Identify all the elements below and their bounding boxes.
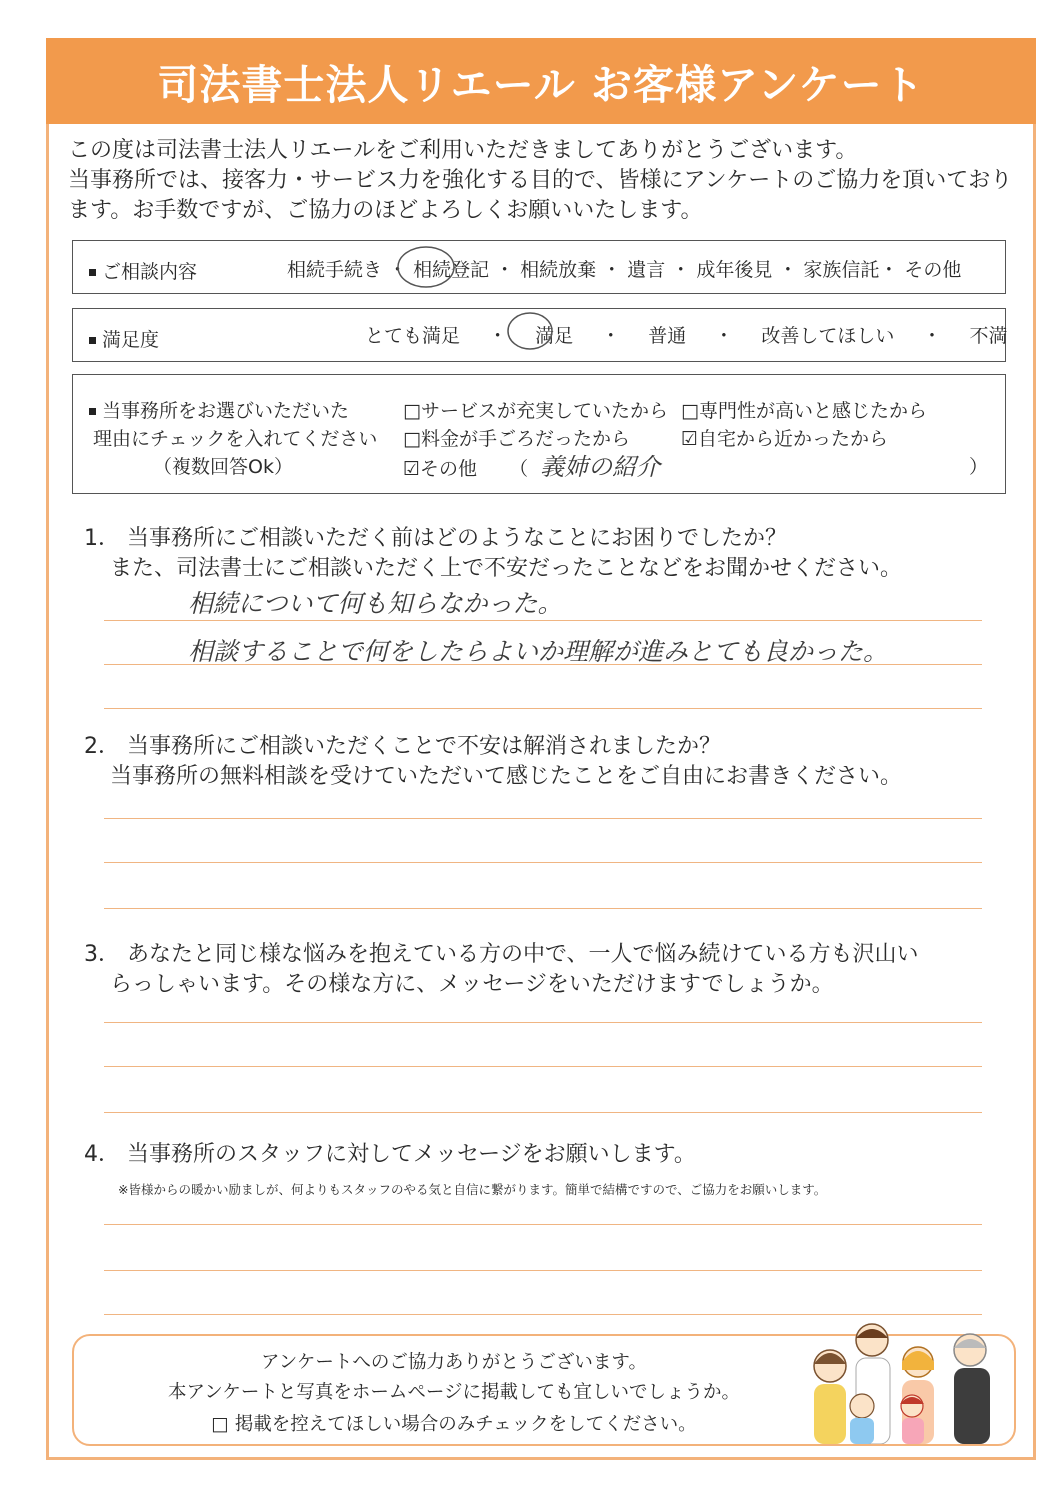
separator: ・ xyxy=(922,325,942,347)
answer-rule xyxy=(104,708,982,709)
paren-open: （ xyxy=(509,458,529,480)
square-bullet-icon xyxy=(89,337,96,344)
question-2-line-1: 2． 当事務所にご相談いただくことで不安は解消されましたか？ xyxy=(84,734,721,759)
reasons-label-line-1 xyxy=(89,397,377,425)
answer-rule xyxy=(104,620,982,621)
consultation-box xyxy=(72,240,1006,294)
reasons-label-line-2: 理由にチェックを入れてください xyxy=(93,428,378,450)
satisfaction-options[interactable] xyxy=(365,321,1008,348)
intro-line-1: この度は司法書士法人リエールをご利用いただきましてありがとうございます。 xyxy=(68,138,858,163)
answer-rule xyxy=(104,1314,982,1315)
answer-rule xyxy=(104,1066,982,1067)
satisfaction-option-dissatisfied[interactable]: 不満 xyxy=(969,325,1008,347)
answer-1-line-1: 相続について何も知らなかった。 xyxy=(188,589,563,618)
reason-other-checkbox[interactable] xyxy=(403,453,989,483)
reason-price-checkbox[interactable]: □料金が手ごろだったから xyxy=(403,428,630,450)
separator: ・ xyxy=(601,325,621,347)
satisfaction-label xyxy=(89,325,159,352)
answer-rule xyxy=(104,908,982,909)
answer-rule xyxy=(104,818,982,819)
satisfaction-box xyxy=(72,308,1006,362)
satisfaction-option-satisfied[interactable]: 満足 xyxy=(535,325,574,347)
consultation-label-text: ご相談内容 xyxy=(102,261,198,283)
question-4-line-1: 4． 当事務所のスタッフに対してメッセージをお願いします。 xyxy=(84,1142,696,1167)
selection-circle-icon xyxy=(395,243,457,291)
question-3-line-1: 3． あなたと同じ様な悩みを抱えている方の中で、一人で悩み続けている方も沢山い xyxy=(84,942,919,967)
separator: ・ xyxy=(714,325,734,347)
selection-circle-icon xyxy=(505,309,555,353)
reason-service-checkbox[interactable]: □サービスが充実していたから xyxy=(403,400,668,422)
satisfaction-option-normal[interactable]: 普通 xyxy=(648,325,687,347)
reasons-label-text: 当事務所をお選びいただいた xyxy=(102,400,350,422)
footer-line-1: アンケートへのご協力ありがとうございます。 xyxy=(261,1352,647,1373)
question-1-line-2: また、司法書士にご相談いただく上で不安だったことなどをお聞かせください。 xyxy=(110,556,903,581)
question-4-note: ※皆様からの暖かい励ましが、何よりもスタッフのやる気と自信に繋がります。簡単で結構ですので、ご協力をお願いします。 xyxy=(118,1182,827,1197)
square-bullet-icon xyxy=(89,408,96,415)
other-handwritten-text: 義姉の紹介 xyxy=(540,453,661,481)
answer-rule xyxy=(104,1270,982,1271)
question-2-line-2: 当事務所の無料相談を受けていただいて感じたことをご自由にお書きください。 xyxy=(110,764,903,789)
separator: ・ xyxy=(488,325,508,347)
question-2 xyxy=(84,732,902,792)
consultation-options[interactable]: 相続手続き ・ 相続登記 ・ 相続放棄 ・ 遺言 ・ 成年後見 ・ 家族信託・ その他 xyxy=(287,259,962,281)
answer-rule xyxy=(104,1022,982,1023)
footer-line-2: 本アンケートと写真をホームページに掲載しても宜しいでしょうか。 xyxy=(167,1382,741,1403)
paren-close: ） xyxy=(969,456,989,478)
question-3 xyxy=(84,940,919,1000)
question-4 xyxy=(84,1140,696,1170)
page-title: 司法書士法人リエール お客様アンケート xyxy=(46,38,1036,124)
reason-expertise-checkbox[interactable]: □専門性が高いと感じたから xyxy=(681,400,927,422)
reason-other-label: ☑その他 xyxy=(403,458,478,480)
answer-1-line-2: 相談することで何をしたらよいか理解が進みとても良かった。 xyxy=(188,637,889,666)
footer-publish-checkbox[interactable]: □ 掲載を控えてほしい場合のみチェックをしてください。 xyxy=(211,1414,697,1435)
consultation-label xyxy=(89,257,197,284)
reason-nearby-checkbox[interactable]: ☑自宅から近かったから xyxy=(681,428,889,450)
question-1 xyxy=(84,524,902,584)
reasons-label xyxy=(89,397,377,481)
answer-rule xyxy=(104,1224,982,1225)
satisfaction-option-improve[interactable]: 改善してほしい xyxy=(761,325,895,347)
question-1-line-1: 1． 当事務所にご相談いただく前はどのようなことにお困りでしたか？ xyxy=(84,526,787,551)
reasons-options-right xyxy=(681,397,927,453)
square-bullet-icon xyxy=(89,269,96,276)
answer-rule xyxy=(104,1112,982,1113)
answer-rule xyxy=(104,862,982,863)
question-3-line-2: らっしゃいます。その様な方に、メッセージをいただけますでしょうか。 xyxy=(110,972,834,997)
family-illustration-icon xyxy=(800,1318,1010,1444)
intro-text xyxy=(68,136,1018,226)
satisfaction-label-text: 満足度 xyxy=(102,329,160,351)
intro-line-3: ます。お手数ですが、ご協力のほどよろしくお願いいたします。 xyxy=(68,198,703,223)
satisfaction-option-very[interactable]: とても満足 xyxy=(365,325,461,347)
answer-rule xyxy=(104,664,982,665)
intro-line-2: 当事務所では、接客力・サービス力を強化する目的で、皆様にアンケートのご協力を頂いており xyxy=(68,168,1013,193)
reasons-label-line-3: （複数回答Ok） xyxy=(153,456,293,478)
reasons-box xyxy=(72,374,1006,494)
